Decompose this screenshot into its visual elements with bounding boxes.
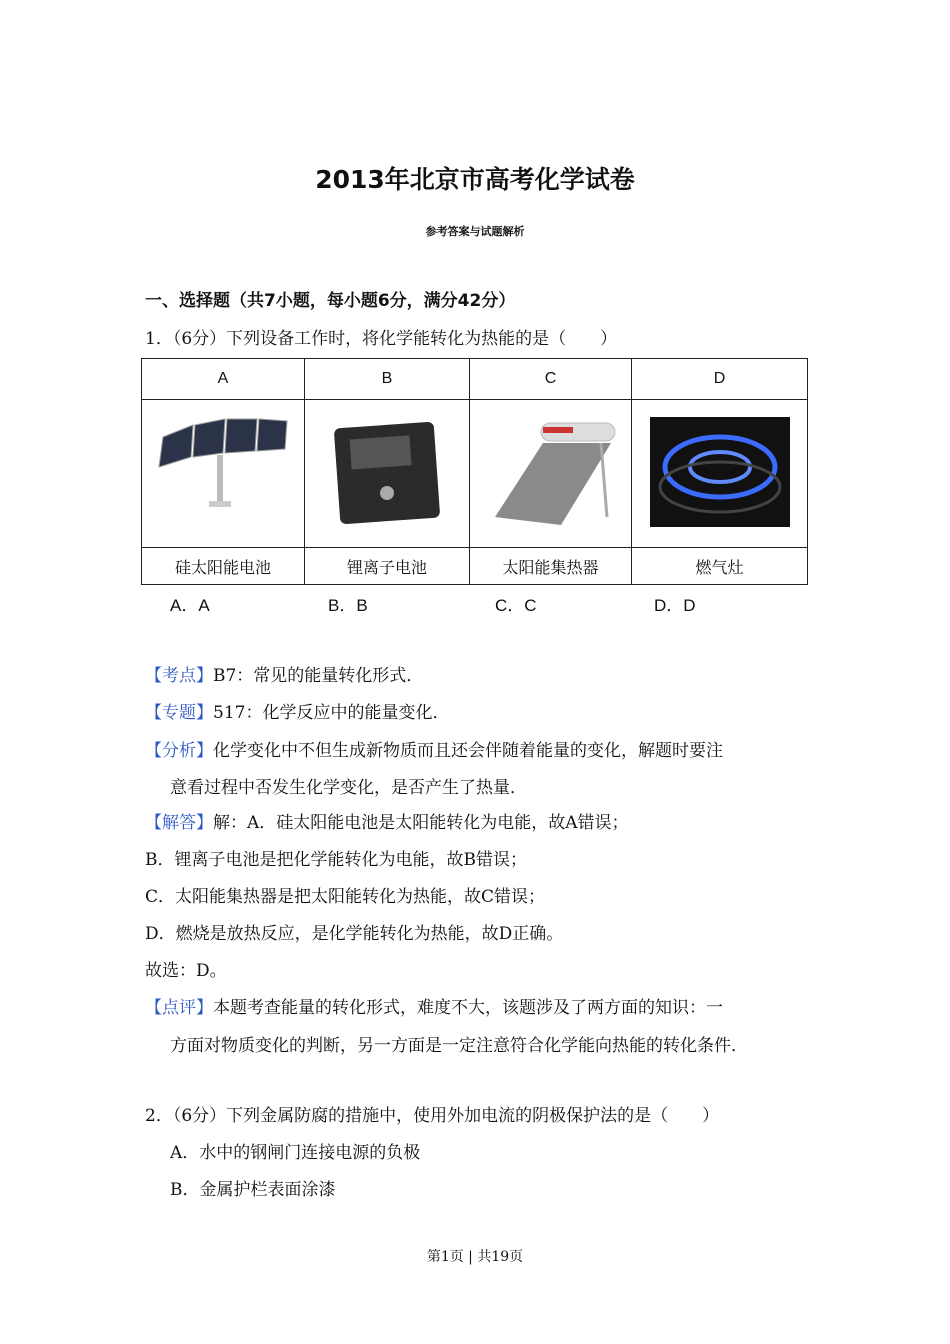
caption-a: 硅太阳能电池 <box>142 548 305 585</box>
jieda-text: 解：A．硅太阳能电池是太阳能转化为电能，故A错误； <box>213 813 629 833</box>
dianping-tag: 【点评】 <box>145 998 213 1018</box>
jieda-tag: 【解答】 <box>145 813 213 833</box>
question-2-option-a: A．水中的钢闸门连接电源的负极 <box>170 1143 421 1163</box>
solar-panel-image <box>142 400 305 548</box>
header-a: A <box>142 359 305 400</box>
answer-d: D．燃烧是放热反应，是化学能转化为热能，故D正确。 <box>145 924 564 944</box>
option-a: A．A <box>170 596 210 615</box>
kaodian-tag: 【考点】 <box>145 666 213 686</box>
section-heading: 一、选择题（共7小题，每小题6分，满分42分） <box>145 291 516 311</box>
lithium-battery-image <box>305 400 470 548</box>
kaodian-text: B7：常见的能量转化形式． <box>213 666 424 686</box>
dianping-line <box>145 993 723 1018</box>
caption-d: 燃气灶 <box>632 548 808 585</box>
zhuanti-text: 517：化学反应中的能量变化． <box>213 703 450 723</box>
caption-c: 太阳能集热器 <box>470 548 632 585</box>
page-title: 2013年北京市高考化学试卷 <box>315 165 635 194</box>
answer-c: C．太阳能集热器是把太阳能转化为热能，故C错误； <box>145 887 546 907</box>
option-c: C．C <box>495 596 537 615</box>
question-2-option-b: B．金属护栏表面涂漆 <box>170 1180 336 1200</box>
header-d: D <box>632 359 808 400</box>
fenxi-text: 化学变化中不但生成新物质而且还会伴随着能量的变化，解题时要注 <box>213 741 723 761</box>
option-d: D．D <box>654 596 696 615</box>
dianping-text: 本题考查能量的转化形式，难度不大，该题涉及了两方面的知识：一 <box>213 998 723 1018</box>
caption-b: 锂离子电池 <box>305 548 470 585</box>
jieda-line <box>145 808 629 833</box>
final-choice: 故选：D。 <box>145 961 227 981</box>
question-2-stem: 2．（6分）下列金属防腐的措施中，使用外加电流的阴极保护法的是（ ） <box>145 1106 720 1126</box>
dianping-continued: 方面对物质变化的判断，另一方面是一定注意符合化学能向热能的转化条件． <box>170 1036 748 1056</box>
fenxi-tag: 【分析】 <box>145 741 213 761</box>
option-b: B．B <box>328 596 368 615</box>
options-table <box>141 358 808 585</box>
solar-water-heater-image <box>470 400 632 548</box>
answer-b: B．锂离子电池是把化学能转化为电能，故B错误； <box>145 850 527 870</box>
zhuanti-tag: 【专题】 <box>145 703 213 723</box>
zhuanti-line <box>145 698 449 723</box>
header-c: C <box>470 359 632 400</box>
kaodian-line <box>145 661 423 686</box>
fenxi-line <box>145 736 723 761</box>
question-1-stem: 1．（6分）下列设备工作时，将化学能转化为热能的是（ ） <box>145 329 618 349</box>
gas-stove-image <box>632 400 808 548</box>
page-footer: 第1页 | 共19页 <box>426 1249 524 1265</box>
header-b: B <box>305 359 470 400</box>
fenxi-continued: 意看过程中否发生化学变化，是否产生了热量． <box>170 778 527 798</box>
subtitle: 参考答案与试题解析 <box>425 225 525 238</box>
